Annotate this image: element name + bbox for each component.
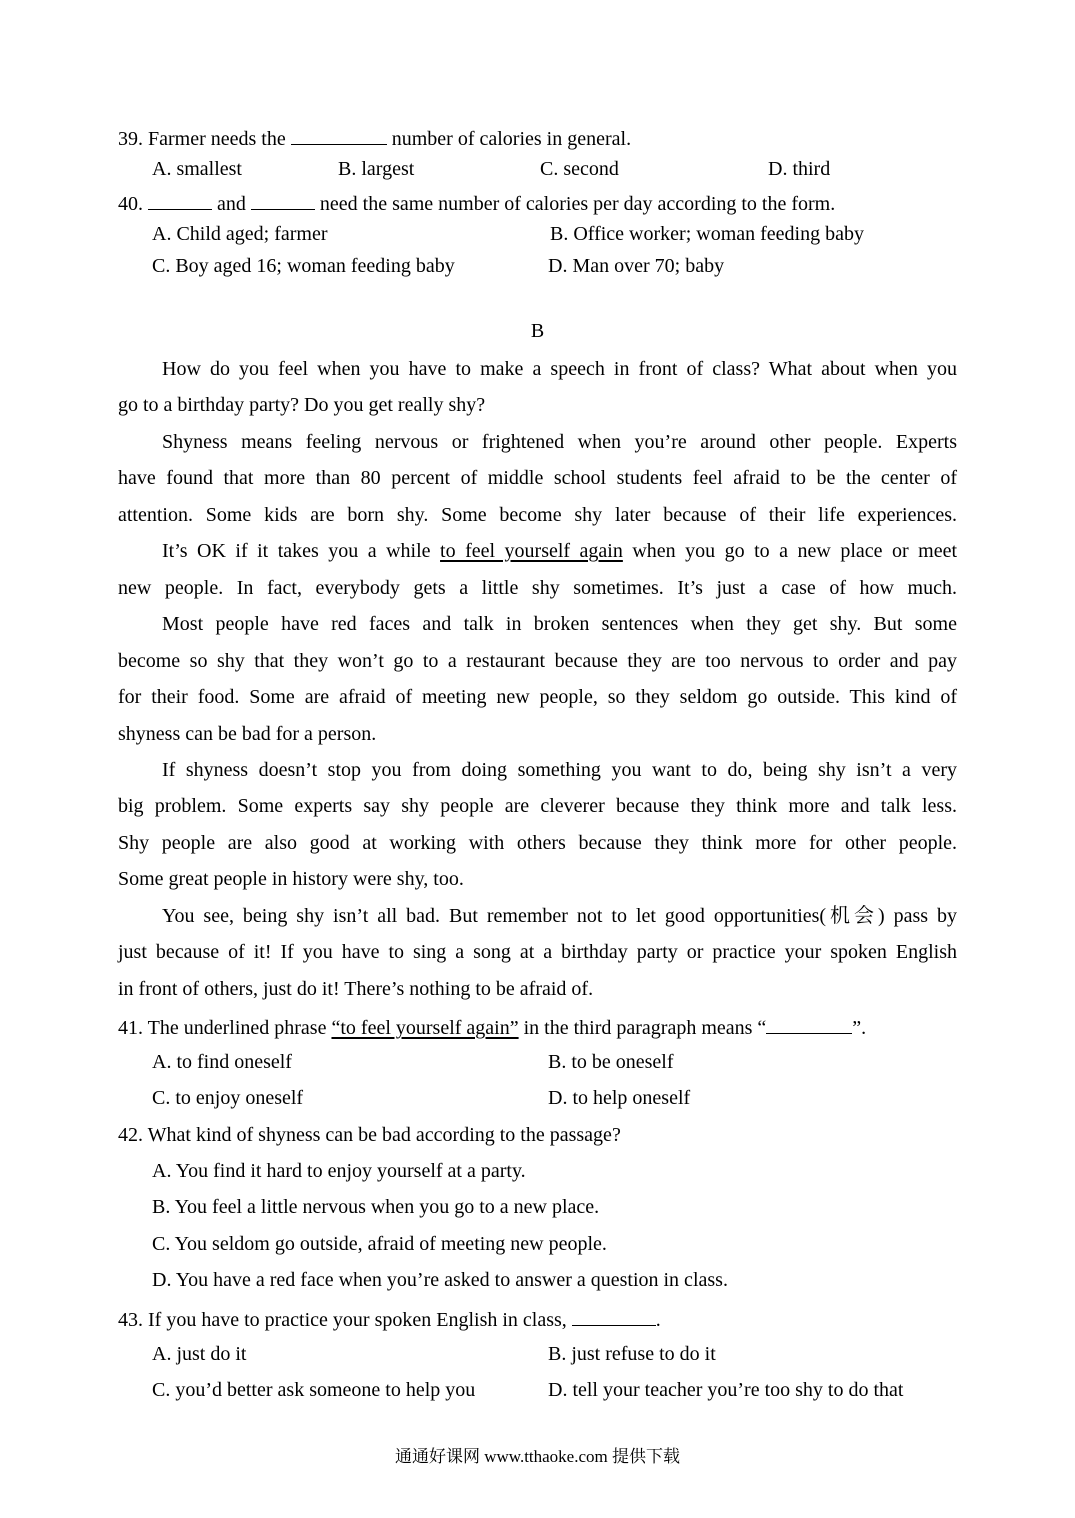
option-d: D. Man over 70; baby [548,255,725,277]
question-stem-post: in the third paragraph means “ [523,1017,767,1039]
option-a: A. just do it [152,1343,247,1365]
option-a: A. to find oneself [152,1051,292,1073]
passage-text: when you go to a new place or meet [632,540,958,562]
passage-line: for their food. Some are afraid of meeting new people, so they seldom go outside. This kind of [118,686,957,708]
option-d: D. to help oneself [548,1087,691,1109]
question-40 [118,191,835,214]
answer-blank [572,1307,656,1326]
answer-blank [291,126,387,145]
question-stem-post: number of calories in general. [391,128,632,150]
option-d: D. third [768,158,831,180]
question-42 [118,1125,621,1145]
passage-line: Some great people in history were shy, too. [118,868,464,890]
passage-text: It’s OK if it takes you a while [162,540,431,562]
passage-line-with-underline [162,541,957,561]
option-b: B. Office worker; woman feeding baby [550,223,864,245]
option-b: B. You feel a little nervous when you go to a new place. [152,1196,600,1218]
question-stem-post: need the same number of calories per day according to the form. [319,193,836,215]
question-stem-mid: and [217,193,246,215]
question-stem-end: . [655,1309,661,1331]
question-43 [118,1307,661,1330]
question-41 [118,1015,866,1038]
question-number: 43. [118,1309,143,1331]
question-number: 39. [118,128,143,150]
option-d: D. You have a red face when you’re asked to answer a question in class. [152,1269,728,1291]
option-c: C. second [540,158,619,180]
option-a: A. Child aged; farmer [152,223,328,245]
question-stem-pre: Farmer needs the [148,128,286,150]
option-c: C. You seldom go outside, afraid of meeting new people. [152,1233,607,1255]
passage-line: attention. Some kids are born shy. Some become shy later because of their life experiences. [118,504,957,526]
passage-line: just because of it! If you have to sing a song at a birthday party or practice your spoken English [118,941,957,963]
passage-line: in front of others, just do it! There’s nothing to be afraid of. [118,978,594,1000]
option-c: C. Boy aged 16; woman feeding baby [152,255,455,277]
option-d: D. tell your teacher you’re too shy to do that [548,1379,904,1401]
answer-blank [148,191,212,210]
question-stem: What kind of shyness can be bad according to the passage? [147,1124,621,1146]
passage-line: go to a birthday party? Do you get really shy? [118,394,486,416]
option-b: B. to be oneself [548,1051,674,1073]
underlined-phrase: to feel yourself again [440,540,623,562]
passage-line: shyness can be bad for a person. [118,723,377,745]
question-stem: If you have to practice your spoken English in class, [148,1309,567,1331]
section-heading: B [530,320,545,342]
passage-line: You see, being shy isn’t all bad. But remember not to let good opportunities(机会) pass by [162,905,957,927]
question-stem-pre: The underlined phrase [147,1017,327,1039]
passage-line: How do you feel when you have to make a speech in front of class? What about when you [162,358,957,380]
option-b: B. just refuse to do it [548,1343,716,1365]
answer-blank [251,191,315,210]
option-b: B. largest [338,158,415,180]
option-a: A. smallest [152,158,242,180]
question-number: 42. [118,1124,143,1146]
passage-line: Most people have red faces and talk in broken sentences when they get shy. But some [162,613,957,635]
passage-line: Shy people are also good at working with others because they think more for other people. [118,832,957,854]
option-a: A. You find it hard to enjoy yourself at a party. [152,1160,526,1182]
passage-line: If shyness doesn’t stop you from doing something you want to do, being shy isn’t a very [162,759,957,781]
question-number: 41. [118,1017,143,1039]
passage-line: Shyness means feeling nervous or frightened when you’re around other people. Experts [162,431,957,453]
question-stem-end: ”. [852,1017,867,1039]
passage-line: have found that more than 80 percent of middle school students feel afraid to be the center of [118,467,957,489]
option-c: C. you’d better ask someone to help you [152,1379,476,1401]
question-39 [118,126,631,149]
option-c: C. to enjoy oneself [152,1087,304,1109]
underlined-phrase: “to feel yourself again” [331,1017,519,1039]
page-footer: 通通好课网 www.tthaoke.com 提供下载 [394,1447,681,1466]
passage-line: become so shy that they won’t go to a restaurant because they are too nervous to order and pay [118,650,957,672]
passage-line: big problem. Some experts say shy people are cleverer because they think more and talk less. [118,795,957,817]
answer-blank [766,1015,852,1034]
question-number: 40. [118,193,143,215]
passage-line: new people. In fact, everybody gets a little shy sometimes. It’s just a case of how much. [118,577,957,599]
